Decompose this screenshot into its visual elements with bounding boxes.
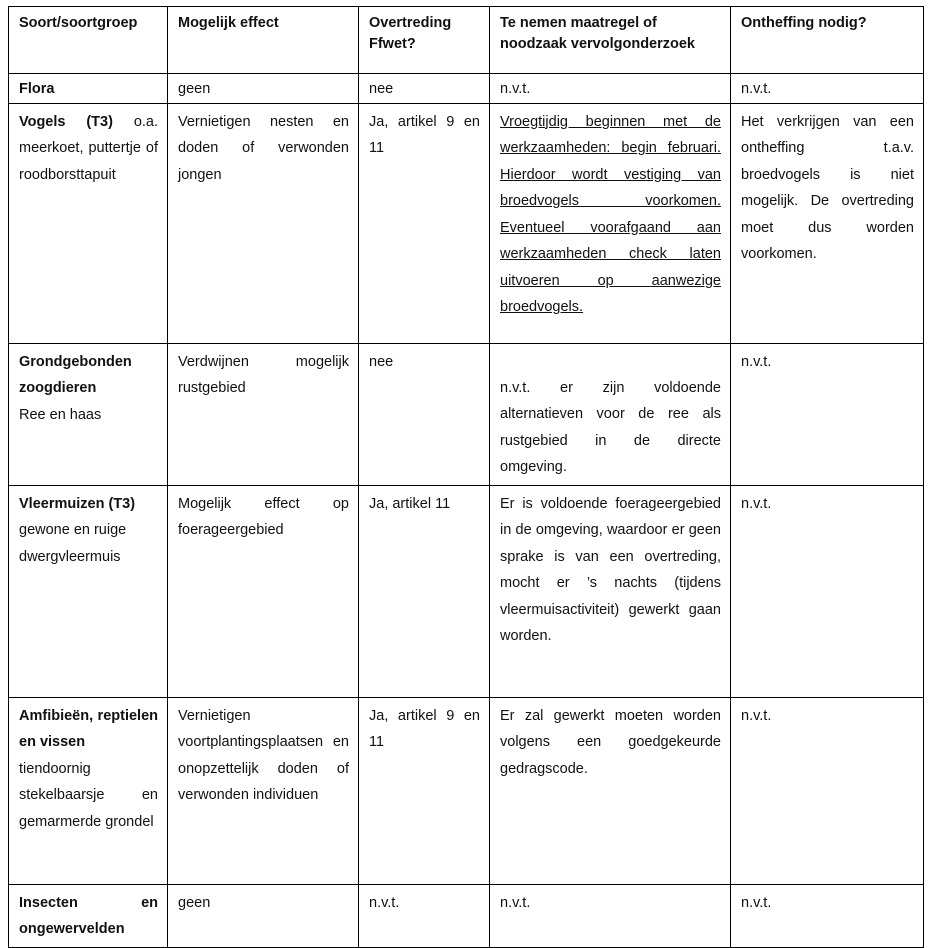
table-row [9, 74, 924, 104]
exemption-cell: n.v.t. [731, 697, 924, 884]
group-name: Flora [19, 81, 55, 97]
measure-cell [490, 103, 731, 343]
species-group-cell [9, 485, 168, 697]
species-group-cell [9, 103, 168, 343]
header-violation: Overtreding Ffwet? [359, 7, 490, 74]
violation-cell: nee [359, 74, 490, 104]
group-name: Insecten en ongewervelden [19, 894, 158, 937]
violation-cell: Ja, artikel 9 en 11 [359, 697, 490, 884]
measure-cell: Er is voldoende foerageergebied in de omgeving, waardoor er geen sprake is van een overtreding, mocht er ’s nachts (tijdens vleermuisactiviteit) gewerkt gaan worden. [490, 485, 731, 697]
species-effects-table [8, 6, 924, 948]
exemption-cell: n.v.t. [731, 343, 924, 485]
table-row [9, 884, 924, 947]
measure-cell: n.v.t. [490, 74, 731, 104]
header-species-group: Soort/soortgroep [9, 7, 168, 74]
violation-cell: n.v.t. [359, 884, 490, 947]
measure-text: Vroegtijdig beginnen met de werkzaamheden: begin februari. Hierdoor wordt vestiging van broedvogels voorkomen. Eventueel voorafgaand aan werkzaamheden check laten uitvoeren op aanwezige broedvogels. [500, 113, 721, 315]
effect-cell: Vernietigen voortplantingsplaatsen en onopzettelijk doden of verwonden individuen [168, 697, 359, 884]
species-names: tiendoornig stekelbaarsje en gemarmerde grondel [19, 760, 158, 830]
header-exemption: Ontheffing nodig? [731, 7, 924, 74]
effect-cell: geen [168, 884, 359, 947]
group-name: Vleermuizen (T3) [19, 495, 136, 512]
effect-cell: geen [168, 74, 359, 104]
exemption-cell: Het verkrijgen van een ontheffing t.a.v. broedvogels is niet mogelijk. De overtreding moet dus worden voorkomen. [731, 103, 924, 343]
violation-cell: Ja, artikel 11 [359, 485, 490, 697]
species-names: Ree en haas [19, 406, 102, 423]
measure-cell [490, 343, 731, 485]
header-row [9, 7, 924, 74]
effect-cell: Mogelijk effect op foerageergebied [168, 485, 359, 697]
group-name: Amfibieën, reptielen en vissen [19, 707, 158, 750]
header-measure: Te nemen maatregel of noodzaak vervolgonderzoek [490, 7, 731, 74]
violation-cell: nee [359, 343, 490, 485]
table-row [9, 343, 924, 485]
species-group-cell [9, 343, 168, 485]
species-names: o.a. meerkoet, puttertje of roodborsttapuit [19, 113, 159, 183]
measure-cell: n.v.t. [490, 884, 731, 947]
effect-cell: Verdwijnen mogelijk rustgebied [168, 343, 359, 485]
table-row [9, 103, 924, 343]
exemption-cell: n.v.t. [731, 74, 924, 104]
species-group-cell [9, 697, 168, 884]
species-group-cell [9, 884, 168, 947]
group-name: Vogels (T3) [19, 113, 113, 130]
effect-cell: Vernietigen nesten en doden of verwonden jongen [168, 103, 359, 343]
group-name: Grondgebonden zoogdieren [19, 353, 132, 396]
table-row [9, 697, 924, 884]
species-names: gewone en ruige dwergvleermuis [19, 522, 127, 565]
species-group-cell [9, 74, 168, 104]
violation-cell: Ja, artikel 9 en 11 [359, 103, 490, 343]
exemption-cell: n.v.t. [731, 485, 924, 697]
measure-cell: Er zal gewerkt moeten worden volgens een goedgekeurde gedragscode. [490, 697, 731, 884]
table-row [9, 485, 924, 697]
measure-text: n.v.t. er zijn voldoende alternatieven voor de ree als rustgebied in de directe omgeving. [500, 379, 721, 475]
header-possible-effect: Mogelijk effect [168, 7, 359, 74]
exemption-cell: n.v.t. [731, 884, 924, 947]
